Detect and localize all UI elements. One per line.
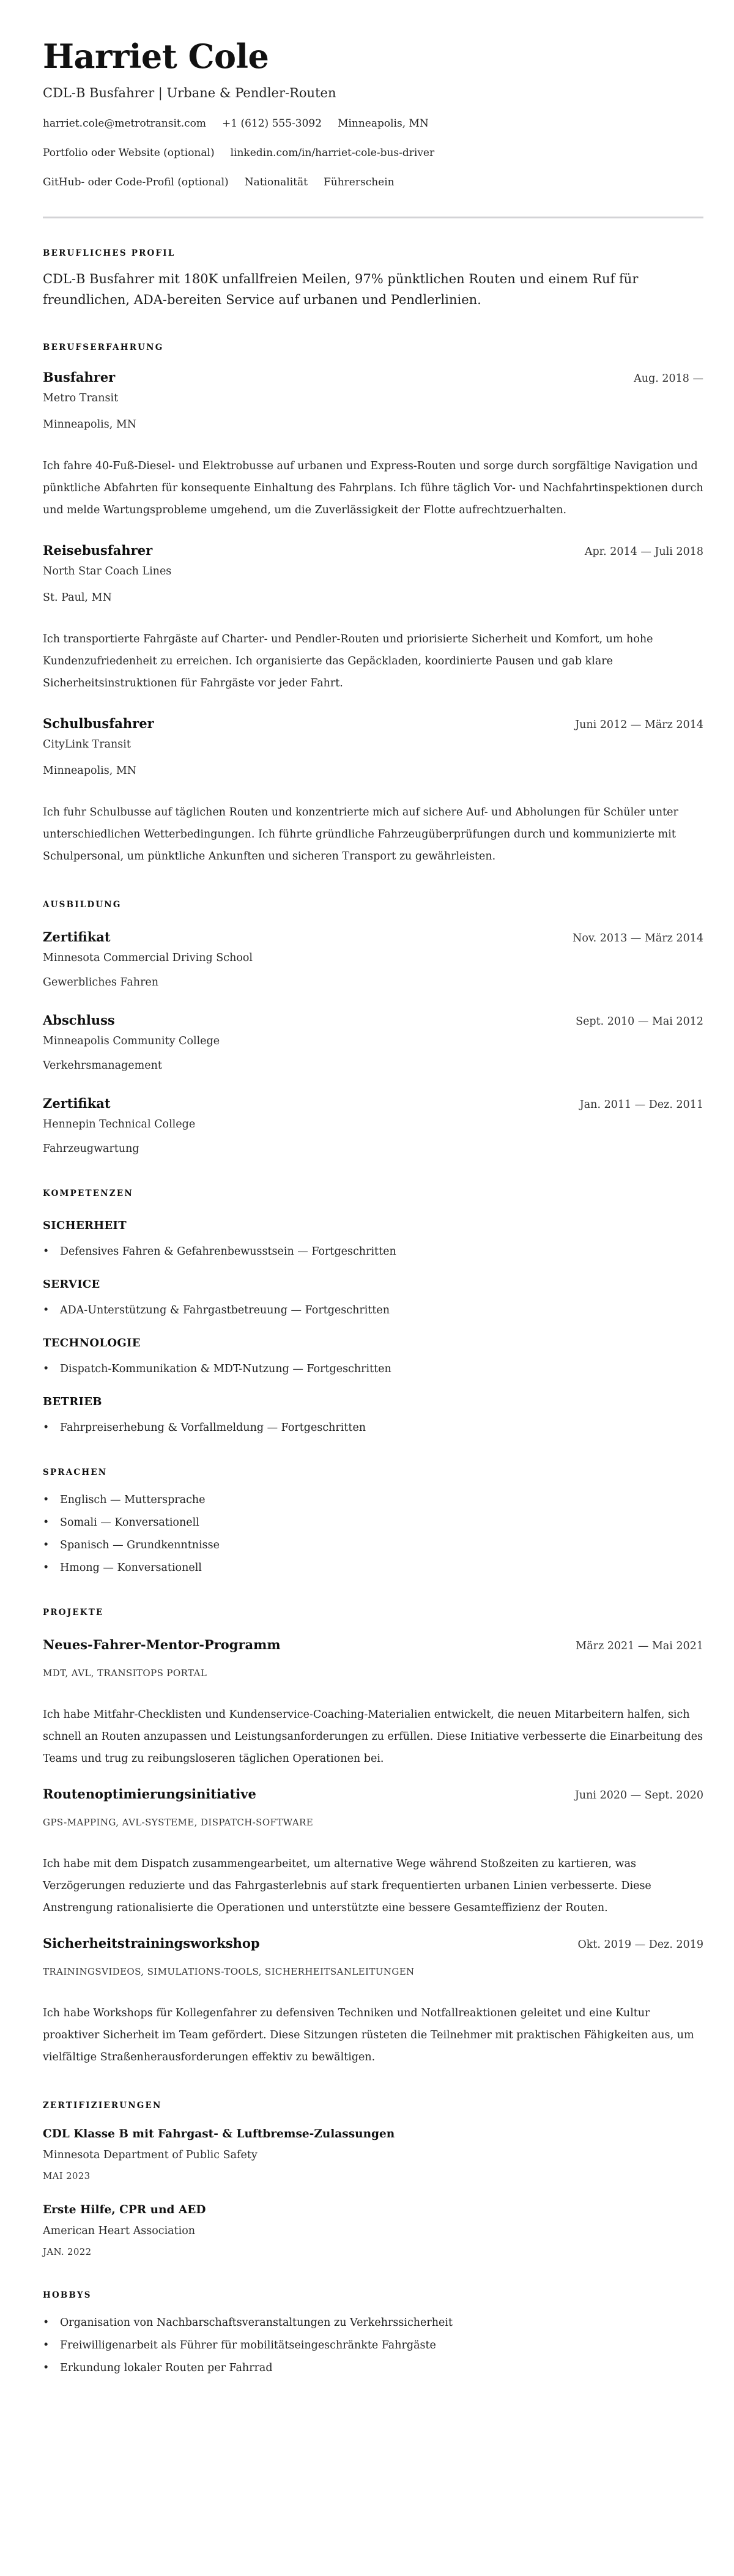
project-name: Sicherheitstrainingsworkshop (43, 1936, 260, 1951)
job-entry (43, 542, 703, 694)
contact-license: Führerschein (323, 176, 395, 188)
education-school: Minnesota Commercial Driving School (43, 952, 253, 964)
job-role: Busfahrer (43, 369, 116, 385)
project-tags: TRAININGSVIDEOS, SIMULATIONS-TOOLS, SICHERHEITSANLEITUNGEN (43, 1966, 415, 1977)
contact-nationality: Nationalität (244, 176, 308, 188)
job-description: Ich fuhr Schulbusse auf täglichen Routen und konzentrierte mich auf sichere Auf- und Abholungen für Schüler unter unterschiedlichen Wetterbedingungen. Ich führte gründliche Fahrzeugüberprüfungen durch und kommunizierte mit Schulpersonal, um pünktliche Ankunften und sicheren Transport zu gewährleisten. (43, 806, 678, 863)
project-name: Neues-Fahrer-Mentor-Programm (43, 1637, 281, 1652)
skill-list (43, 1303, 703, 1318)
skill-list (43, 1362, 703, 1376)
job-location: St. Paul, MN (43, 592, 112, 604)
section-title-hobbies: HOBBYS (43, 2290, 92, 2300)
skill-item: • Dispatch-Kommunikation & MDT-Nutzung — Fortgeschritten (43, 1362, 703, 1376)
job-description: Ich fahre 40-Fuß-Diesel- und Elektrobusse auf urbanen und Express-Routen und sorge durch sorgfältige Navigation und pünktliche Abfahrten für konsequente Einhaltung des Fahrplans. Ich führe täglich Vor- und Nachfahrtinspektionen durch und melde Wartungsprobleme umgehend, um die Zuverlässigkeit der Flotte aufrechtzuerhalten. (43, 460, 703, 516)
project-tags: MDT, AVL, TRANSITOPS PORTAL (43, 1668, 207, 1679)
skill-group-title: SICHERHEIT (43, 1219, 127, 1232)
job-date: Apr. 2014 — Juli 2018 (584, 546, 703, 558)
language-item: • Hmong — Konversationell (43, 1561, 703, 1575)
project-entry (43, 1786, 703, 1919)
project-date: März 2021 — Mai 2021 (576, 1640, 703, 1652)
education-degree: Zertifikat (43, 1096, 111, 1111)
education-section (43, 899, 703, 1156)
project-date: Juni 2020 — Sept. 2020 (574, 1789, 703, 1802)
project-name: Routenoptimierungsinitiative (43, 1786, 256, 1802)
job-location: Minneapolis, MN (43, 418, 137, 431)
languages-section (43, 1467, 703, 1575)
section-title-certifications: ZERTIFIZIERUNGEN (43, 2101, 162, 2110)
job-description: Ich transportierte Fahrgäste auf Charter- und Pendler-Routen und priorisierte Sicherheit und Komfort, um hohe Kundenzufriedenheit zu erreichen. Ich organisierte das Gepäckladen, koordinierte Pausen und gab klare Sicherheitsinstruktionen für Fahrgäste vor jeder Fahrt. (43, 633, 653, 689)
section-title-projects: PROJEKTE (43, 1608, 104, 1617)
contact-row-primary (43, 116, 703, 131)
education-degree: Abschluss (43, 1012, 115, 1028)
contact-row-extra (43, 175, 703, 190)
education-school: Minneapolis Community College (43, 1035, 220, 1047)
project-description: Ich habe Mitfahr-Checklisten und Kundenservice-Coaching-Materialien entwickelt, die neuen Mitarbeitern halfen, sich schnell an Routen anzupassen und Leistungsanforderungen zu erfüllen. Diese Initiative verbesserte die Einarbeitung des Teams und trug zu reibungsloseren täglichen Operationen bei. (43, 1709, 703, 1765)
contact-linkedin[interactable]: linkedin.com/in/harriet-cole-bus-driver (230, 147, 435, 159)
section-title-skills: KOMPETENZEN (43, 1189, 133, 1198)
project-tags: GPS-MAPPING, AVL-SYSTEME, DISPATCH-SOFTWARE (43, 1817, 314, 1828)
education-date: Nov. 2013 — März 2014 (573, 932, 703, 945)
language-list (43, 1493, 703, 1575)
contact-github[interactable]: GitHub- oder Code-Profil (optional) (43, 176, 229, 188)
candidate-headline: CDL-B Busfahrer | Urbane & Pendler-Routen (43, 86, 336, 100)
certification-date: JAN. 2022 (43, 2246, 92, 2257)
hobby-item: • Freiwilligenarbeit als Führer für mobilitätseingeschränkte Fahrgäste (43, 2338, 703, 2353)
language-item: • Spanisch — Grundkenntnisse (43, 1538, 703, 1553)
education-field: Verkehrsmanagement (43, 1060, 162, 1072)
projects-section (43, 1607, 703, 2068)
skill-group-title: BETRIEB (43, 1395, 102, 1408)
certification-entry (43, 2127, 703, 2182)
certification-name: Erste Hilfe, CPR und AED (43, 2203, 206, 2216)
contact-portfolio[interactable]: Portfolio oder Website (optional) (43, 147, 215, 159)
education-school: Hennepin Technical College (43, 1118, 196, 1130)
certification-date: MAI 2023 (43, 2170, 91, 2181)
job-entry (43, 369, 703, 521)
contact-row-links (43, 146, 703, 160)
project-entry (43, 1935, 703, 2068)
job-role: Reisebusfahrer (43, 543, 153, 558)
skill-item: • ADA-Unterstützung & Fahrgastbetreuung — Fortgeschritten (43, 1303, 703, 1318)
education-entry (43, 1095, 703, 1156)
hobbies-section (43, 2290, 703, 2375)
certifications-section (43, 2100, 703, 2258)
job-role: Schulbusfahrer (43, 716, 154, 731)
profile-summary: CDL-B Busfahrer mit 180K unfallfreien Meilen, 97% pünktlichen Routen und einem Ruf für freundlichen, ADA-bereiten Service auf urbanen und Pendlerlinien. (43, 272, 639, 307)
job-date: Juni 2012 — März 2014 (575, 719, 703, 731)
education-date: Sept. 2010 — Mai 2012 (576, 1015, 703, 1028)
header-divider (43, 217, 703, 218)
section-title-education: AUSBILDUNG (43, 900, 122, 910)
job-location: Minneapolis, MN (43, 765, 137, 777)
skills-section (43, 1188, 703, 1435)
education-entry (43, 1012, 703, 1073)
certification-issuer: American Heart Association (43, 2225, 196, 2237)
hobby-item: • Organisation von Nachbarschaftsveranstaltungen zu Verkehrssicherheit (43, 2315, 703, 2330)
experience-section (43, 342, 703, 867)
section-title-languages: SPRACHEN (43, 1468, 108, 1477)
profile-section (43, 248, 703, 310)
section-title-experience: BERUFSERFAHRUNG (43, 343, 164, 352)
education-field: Fahrzeugwartung (43, 1143, 139, 1155)
skill-group-title: SERVICE (43, 1278, 100, 1291)
skill-group-title: TECHNOLOGIE (43, 1337, 141, 1349)
job-company: North Star Coach Lines (43, 565, 172, 577)
candidate-name: Harriet Cole (43, 37, 269, 76)
contact-email[interactable]: harriet.cole@metrotransit.com (43, 117, 207, 130)
job-company: Metro Transit (43, 392, 119, 404)
project-date: Okt. 2019 — Dez. 2019 (577, 1939, 703, 1951)
skill-list (43, 1244, 703, 1259)
certification-entry (43, 2203, 703, 2258)
job-company: CityLink Transit (43, 738, 131, 751)
contact-location: Minneapolis, MN (338, 117, 429, 130)
project-description: Ich habe Workshops für Kollegenfahrer zu defensiven Techniken und Notfallreaktionen geleitet und eine Kultur proaktiver Sicherheit im Team gefördert. Diese Sitzungen rüsteten die Teilnehmer mit praktischen Fähigkeiten aus, um vielfältige Straßenherausforderungen effektiv zu bewältigen. (43, 2007, 694, 2063)
certification-issuer: Minnesota Department of Public Safety (43, 2149, 258, 2161)
section-title-profile: BERUFLICHES PROFIL (43, 248, 176, 258)
language-item: • Englisch — Muttersprache (43, 1493, 703, 1507)
skill-item: • Fahrpreiserhebung & Vorfallmeldung — Fortgeschritten (43, 1420, 703, 1435)
education-date: Jan. 2011 — Dez. 2011 (579, 1099, 703, 1111)
education-field: Gewerbliches Fahren (43, 976, 159, 989)
skill-list (43, 1420, 703, 1435)
project-description: Ich habe mit dem Dispatch zusammengearbeitet, um alternative Wege während Stoßzeiten zu kartieren, was Verzögerungen reduzierte und das Fahrgasterlebnis auf stark frequentierten urbanen Linien verbesserte. Diese Anstrengung rationalisierte die Operationen und unterstützte eine bessere Gesamteffizienz der Routen. (43, 1858, 651, 1914)
job-date: Aug. 2018 — (634, 373, 703, 385)
education-degree: Zertifikat (43, 929, 111, 945)
skill-item: • Defensives Fahren & Gefahrenbewusstsein — Fortgeschritten (43, 1244, 703, 1259)
hobby-list (43, 2315, 703, 2375)
language-item: • Somali — Konversationell (43, 1515, 703, 1530)
certification-name: CDL Klasse B mit Fahrgast- & Luftbremse-Zulassungen (43, 2128, 395, 2140)
education-entry (43, 929, 703, 990)
contact-phone[interactable]: +1 (612) 555-3092 (222, 117, 322, 130)
hobby-item: • Erkundung lokaler Routen per Fahrrad (43, 2361, 703, 2375)
resume-header (43, 37, 703, 190)
project-entry (43, 1636, 703, 1770)
job-entry (43, 715, 703, 867)
